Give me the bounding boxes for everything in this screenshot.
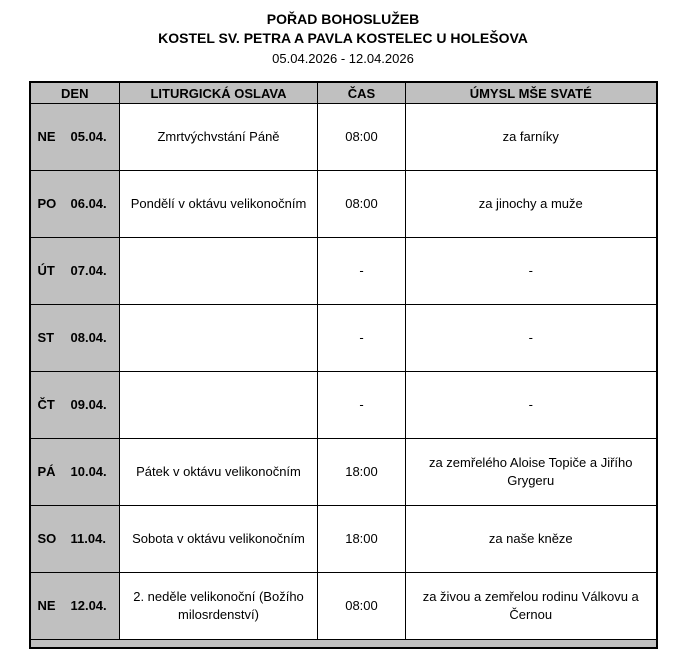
document-header — [0, 10, 686, 67]
celebration-cell: Pátek v oktávu velikonočním — [120, 438, 318, 505]
table-row — [30, 103, 657, 170]
den-cell — [30, 505, 120, 572]
celebration-cell: 2. neděle velikonoční (Božího milosrdenství) — [120, 572, 318, 639]
time-cell: - — [318, 371, 406, 438]
den-cell — [30, 237, 120, 304]
day-date: 08.04. — [70, 330, 107, 346]
time-cell: 18:00 — [318, 438, 406, 505]
table-row — [30, 237, 657, 304]
table-row — [30, 304, 657, 371]
den-cell — [30, 371, 120, 438]
day-date: 07.04. — [70, 263, 107, 279]
intention-cell: za naše kněze — [406, 505, 657, 572]
day-abbrev: ČT — [37, 397, 55, 413]
table-row — [30, 438, 657, 505]
header-row — [30, 82, 657, 103]
time-cell: 08:00 — [318, 170, 406, 237]
day-abbrev: NE — [37, 598, 56, 614]
den-cell — [30, 103, 120, 170]
table-row — [30, 371, 657, 438]
time-cell: - — [318, 304, 406, 371]
table-header — [30, 82, 657, 103]
time-cell: - — [318, 237, 406, 304]
celebration-cell: Sobota v oktávu velikonočním — [120, 505, 318, 572]
day-date: 10.04. — [70, 464, 107, 480]
intention-cell: - — [406, 371, 657, 438]
intention-cell: za zemřelého Aloise Topiče a Jiřího Grygeru — [406, 438, 657, 505]
celebration-cell — [120, 237, 318, 304]
time-cell: 18:00 — [318, 505, 406, 572]
day-date: 05.04. — [70, 129, 107, 145]
day-abbrev: ST — [37, 330, 55, 346]
den-cell — [30, 572, 120, 639]
celebration-cell — [120, 371, 318, 438]
celebration-cell — [120, 304, 318, 371]
column-header-celebration: LITURGICKÁ OSLAVA — [120, 82, 318, 103]
date-range: 05.04.2026 - 12.04.2026 — [272, 50, 414, 66]
time-cell: 08:00 — [318, 572, 406, 639]
day-date: 06.04. — [70, 196, 107, 212]
day-abbrev: PÁ — [37, 464, 56, 480]
day-abbrev: ÚT — [37, 263, 55, 279]
table-footer — [30, 639, 657, 648]
intention-cell: - — [406, 304, 657, 371]
day-date: 11.04. — [70, 531, 106, 547]
table-body — [30, 103, 657, 639]
mass-schedule-table — [29, 81, 658, 649]
footer-strip — [30, 639, 657, 648]
intention-cell: - — [406, 237, 657, 304]
intention-cell: za farníky — [406, 103, 657, 170]
day-abbrev: PO — [37, 196, 57, 212]
column-header-intention: ÚMYSL MŠE SVATÉ — [406, 82, 657, 103]
column-header-den: DEN — [30, 82, 120, 103]
table-row — [30, 170, 657, 237]
day-abbrev: NE — [37, 129, 56, 145]
den-cell — [30, 438, 120, 505]
intention-cell: za živou a zemřelou rodinu Válkovu a Černou — [406, 572, 657, 639]
page-subtitle: KOSTEL SV. PETRA A PAVLA KOSTELEC U HOLEŠOVA — [158, 29, 528, 46]
day-date: 12.04. — [70, 598, 107, 614]
celebration-cell: Pondělí v oktávu velikonočním — [120, 170, 318, 237]
table-row — [30, 505, 657, 572]
celebration-cell: Zmrtvýchvstání Páně — [120, 103, 318, 170]
den-cell — [30, 304, 120, 371]
day-date: 09.04. — [70, 397, 107, 413]
day-abbrev: SO — [37, 531, 57, 547]
intention-cell: za jinochy a muže — [406, 170, 657, 237]
column-header-time: ČAS — [318, 82, 406, 103]
page-title: POŘAD BOHOSLUŽEB — [266, 11, 420, 27]
footer-strip-row — [30, 639, 657, 648]
table-row — [30, 572, 657, 639]
time-cell: 08:00 — [318, 103, 406, 170]
den-cell — [30, 170, 120, 237]
